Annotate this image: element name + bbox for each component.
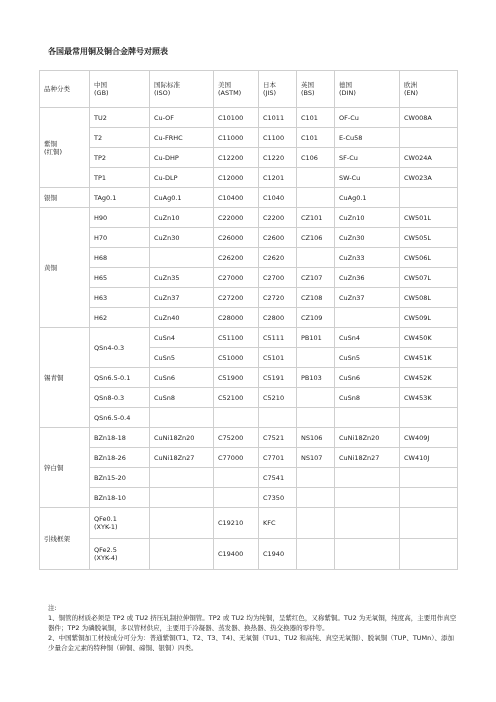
note-2: 2、中国紫铜加工材按成分可分为：普通紫铜(T1、T2、T3、T4)、无氧铜（TU1、TU2 和高纯、真空无氧铜）、脱氧铜（TUP、TUMn）、添加少量合金元素的特种铜（砷铜、碲铜、银铜）四类。 <box>48 634 455 652</box>
cell-astm <box>214 468 259 488</box>
cell-bs: C106 <box>297 148 335 168</box>
cell-bs: CZ101 <box>297 208 335 228</box>
cell-en: CW507L <box>400 268 458 288</box>
cell-en <box>400 488 458 508</box>
table-row <box>40 248 458 268</box>
cell-gb: TU2 <box>90 108 150 128</box>
cell-gb: TP1 <box>90 168 150 188</box>
cell-bs: NS107 <box>297 448 335 468</box>
cell-din: CuZn10 <box>335 208 400 228</box>
cell-jis: C5210 <box>259 388 297 408</box>
cell-bs: PB101 <box>297 328 335 348</box>
header-din-text: 德国 (DIN) <box>339 81 356 97</box>
cell-astm: C19400 <box>214 539 259 570</box>
table-row <box>40 228 458 248</box>
cell-astm: C51900 <box>214 368 259 388</box>
group-tin-bronze: 锡青铜 <box>40 328 90 428</box>
table-row <box>40 148 458 168</box>
cell-en: CW505L <box>400 228 458 248</box>
cell-jis: C7541 <box>259 468 297 488</box>
table-row <box>40 108 458 128</box>
cell-gb: QSn6.5-0.1 <box>90 368 150 388</box>
cell-en: CW008A <box>400 108 458 128</box>
cell-astm: C27200 <box>214 288 259 308</box>
cell-astm: C77000 <box>214 448 259 468</box>
cell-iso <box>150 539 214 570</box>
cell-gb-text: QFe2.5 (XYK-4) <box>94 546 118 562</box>
table-row <box>40 539 458 570</box>
cell-astm: C26200 <box>214 248 259 268</box>
cell-astm: C28000 <box>214 308 259 328</box>
cell-jis: C1940 <box>259 539 297 570</box>
table-row <box>40 508 458 539</box>
cell-en: CW501L <box>400 208 458 228</box>
cell-iso: CuZn40 <box>150 308 214 328</box>
cell-bs <box>297 168 335 188</box>
table-header-row <box>40 71 458 108</box>
cell-jis: C5101 <box>259 348 297 368</box>
cell-din <box>335 308 400 328</box>
table-row <box>40 208 458 228</box>
cell-jis: C7521 <box>259 428 297 448</box>
cell-bs: CZ109 <box>297 308 335 328</box>
group-silver-copper: 银铜 <box>40 188 90 208</box>
page-title: 各国最常用铜及铜合金牌号对照表 <box>48 47 168 56</box>
cell-iso: CuAg0.1 <box>150 188 214 208</box>
cell-din <box>335 488 400 508</box>
cell-iso <box>150 468 214 488</box>
note-1: 1、铜管的材质必须是 TP2 或 TU2 挤压轧制拉伸铜管。TP2 或 TU2 均为纯铜，呈紫红色，又称紫铜。TU2 为无氧铜，纯度高，主要用作真空器件；TP2 为磷脱氧铜，多以管材供应，主要用于冷凝器、蒸发器、换热器、热交换器的零件等。 <box>48 614 457 632</box>
cell-iso: CuZn35 <box>150 268 214 288</box>
cell-din: CuNi18Zn27 <box>335 448 400 468</box>
cell-iso: CuNi18Zn27 <box>150 448 214 468</box>
cell-bs: C101 <box>297 128 335 148</box>
cell-bs <box>297 468 335 488</box>
cell-en: CW506L <box>400 248 458 268</box>
table-row <box>40 448 458 468</box>
cell-astm <box>214 408 259 428</box>
cell-iso: CuSn4 <box>150 328 214 348</box>
cell-din <box>335 408 400 428</box>
cell-gb: BZn18-10 <box>90 488 150 508</box>
header-iso-text: 国际标准 (ISO) <box>154 81 180 97</box>
cell-iso: CuSn5 <box>150 348 214 368</box>
cell-astm: C11000 <box>214 128 259 148</box>
table-row <box>40 408 458 428</box>
cell-gb: BZn18-18 <box>90 428 150 448</box>
cell-gb: TP2 <box>90 148 150 168</box>
group-purple-copper-text: 紫铜 (红铜) <box>44 139 63 156</box>
alloy-grade-table <box>39 70 458 570</box>
cell-astm: C26000 <box>214 228 259 248</box>
header-gb <box>90 71 150 108</box>
cell-gb: BZn15-20 <box>90 468 150 488</box>
cell-astm: C10100 <box>214 108 259 128</box>
cell-en: CW410J <box>400 448 458 468</box>
cell-jis: C7701 <box>259 448 297 468</box>
table-row <box>40 368 458 388</box>
cell-en: CW023A <box>400 168 458 188</box>
group-lead-frame: 引线框架 <box>40 508 90 570</box>
cell-en: CW508L <box>400 288 458 308</box>
cell-din: CuSn6 <box>335 368 400 388</box>
cell-jis: C1220 <box>259 148 297 168</box>
cell-bs: PB103 <box>297 368 335 388</box>
cell-jis: C1201 <box>259 168 297 188</box>
cell-bs <box>297 408 335 428</box>
cell-din <box>335 508 400 539</box>
cell-gb: QSn8-0.3 <box>90 388 150 408</box>
header-bs-text: 英国 (BS) <box>301 81 315 97</box>
cell-din: CuSn5 <box>335 348 400 368</box>
cell-din <box>335 468 400 488</box>
cell-din: CuZn33 <box>335 248 400 268</box>
header-astm-text: 美国 (ASTM) <box>218 81 242 97</box>
cell-bs <box>297 508 335 539</box>
cell-astm: C27000 <box>214 268 259 288</box>
cell-iso <box>150 488 214 508</box>
cell-iso: Cu-DLP <box>150 168 214 188</box>
cell-astm: C52100 <box>214 388 259 408</box>
cell-gb: QSn4-0.3 <box>90 328 150 368</box>
cell-en <box>400 508 458 539</box>
header-astm <box>214 71 259 108</box>
cell-jis: C2620 <box>259 248 297 268</box>
table-row <box>40 268 458 288</box>
cell-gb: H65 <box>90 268 150 288</box>
header-jis-text: 日本 (JIS) <box>263 81 277 97</box>
table-row <box>40 288 458 308</box>
cell-iso <box>150 248 214 268</box>
cell-bs <box>297 248 335 268</box>
notes-heading: 注: <box>48 604 57 612</box>
header-din <box>335 71 400 108</box>
header-iso <box>150 71 214 108</box>
cell-iso: Cu-OF <box>150 108 214 128</box>
cell-astm: C10400 <box>214 188 259 208</box>
cell-bs: CZ106 <box>297 228 335 248</box>
cell-jis: C1011 <box>259 108 297 128</box>
cell-en: CW452K <box>400 368 458 388</box>
cell-en: CW024A <box>400 148 458 168</box>
cell-jis: C5191 <box>259 368 297 388</box>
cell-din: CuAg0.1 <box>335 188 400 208</box>
group-zinc-white-copper: 锌白铜 <box>40 428 90 508</box>
group-purple-copper <box>40 108 90 188</box>
cell-en <box>400 128 458 148</box>
cell-en: CW409J <box>400 428 458 448</box>
cell-iso <box>150 508 214 539</box>
cell-jis <box>259 408 297 428</box>
cell-gb: QSn6.5-0.4 <box>90 408 150 428</box>
cell-din: CuNi18Zn20 <box>335 428 400 448</box>
cell-bs <box>297 348 335 368</box>
group-brass: 黄铜 <box>40 208 90 328</box>
cell-iso: Cu-FRHC <box>150 128 214 148</box>
cell-astm <box>214 488 259 508</box>
cell-din: E-Cu58 <box>335 128 400 148</box>
cell-en: CW453K <box>400 388 458 408</box>
cell-en: CW509L <box>400 308 458 328</box>
cell-en <box>400 408 458 428</box>
cell-din: OF-Cu <box>335 108 400 128</box>
cell-iso: CuNi18Zn20 <box>150 428 214 448</box>
cell-astm: C12200 <box>214 148 259 168</box>
cell-iso: CuZn10 <box>150 208 214 228</box>
cell-bs <box>297 539 335 570</box>
cell-astm: C22000 <box>214 208 259 228</box>
cell-iso: Cu-DHP <box>150 148 214 168</box>
cell-din: CuZn30 <box>335 228 400 248</box>
table-row <box>40 328 458 348</box>
cell-gb: BZn18-26 <box>90 448 150 468</box>
cell-jis: C2720 <box>259 288 297 308</box>
header-category: 品种分类 <box>40 71 90 108</box>
table-row <box>40 468 458 488</box>
cell-bs: NS106 <box>297 428 335 448</box>
cell-bs <box>297 188 335 208</box>
cell-din: CuZn37 <box>335 288 400 308</box>
table-row <box>40 168 458 188</box>
header-gb-text: 中国 (GB) <box>94 81 109 97</box>
cell-jis: C2800 <box>259 308 297 328</box>
cell-astm: C51000 <box>214 348 259 368</box>
cell-astm: C51100 <box>214 328 259 348</box>
table-row <box>40 488 458 508</box>
cell-gb: H70 <box>90 228 150 248</box>
cell-en: CW450K <box>400 328 458 348</box>
table-row <box>40 128 458 148</box>
cell-iso: CuSn6 <box>150 368 214 388</box>
cell-jis: KFC <box>259 508 297 539</box>
cell-astm: C12000 <box>214 168 259 188</box>
cell-gb: T2 <box>90 128 150 148</box>
cell-en <box>400 188 458 208</box>
table-row <box>40 308 458 328</box>
table-row <box>40 388 458 408</box>
cell-bs: CZ107 <box>297 268 335 288</box>
header-en-text: 欧洲 (EN) <box>404 81 419 97</box>
header-en <box>400 71 458 108</box>
cell-jis: C2200 <box>259 208 297 228</box>
cell-gb <box>90 539 150 570</box>
cell-gb: H68 <box>90 248 150 268</box>
cell-jis: C2700 <box>259 268 297 288</box>
cell-jis: C7350 <box>259 488 297 508</box>
cell-gb: H63 <box>90 288 150 308</box>
cell-gb: H90 <box>90 208 150 228</box>
cell-din: CuSn4 <box>335 328 400 348</box>
cell-iso: CuZn37 <box>150 288 214 308</box>
cell-din: CuSn8 <box>335 388 400 408</box>
cell-en <box>400 468 458 488</box>
cell-iso <box>150 408 214 428</box>
cell-jis: C5111 <box>259 328 297 348</box>
cell-iso: CuZn30 <box>150 228 214 248</box>
cell-jis: C1100 <box>259 128 297 148</box>
cell-gb-text: QFe0.1 (XYK-1) <box>94 515 118 531</box>
cell-astm: C19210 <box>214 508 259 539</box>
cell-gb: H62 <box>90 308 150 328</box>
header-bs <box>297 71 335 108</box>
header-jis <box>259 71 297 108</box>
cell-en: CW451K <box>400 348 458 368</box>
table-row <box>40 188 458 208</box>
cell-bs: CZ108 <box>297 288 335 308</box>
cell-iso: CuSn8 <box>150 388 214 408</box>
cell-din <box>335 539 400 570</box>
table-row <box>40 428 458 448</box>
cell-din: CuZn36 <box>335 268 400 288</box>
cell-bs <box>297 388 335 408</box>
cell-astm: C75200 <box>214 428 259 448</box>
cell-gb <box>90 508 150 539</box>
cell-din: SW-Cu <box>335 168 400 188</box>
notes-section <box>48 603 458 653</box>
cell-jis: C1040 <box>259 188 297 208</box>
cell-jis: C2600 <box>259 228 297 248</box>
cell-din: SF-Cu <box>335 148 400 168</box>
cell-bs: C101 <box>297 108 335 128</box>
cell-bs <box>297 488 335 508</box>
cell-en <box>400 539 458 570</box>
cell-gb: TAg0.1 <box>90 188 150 208</box>
